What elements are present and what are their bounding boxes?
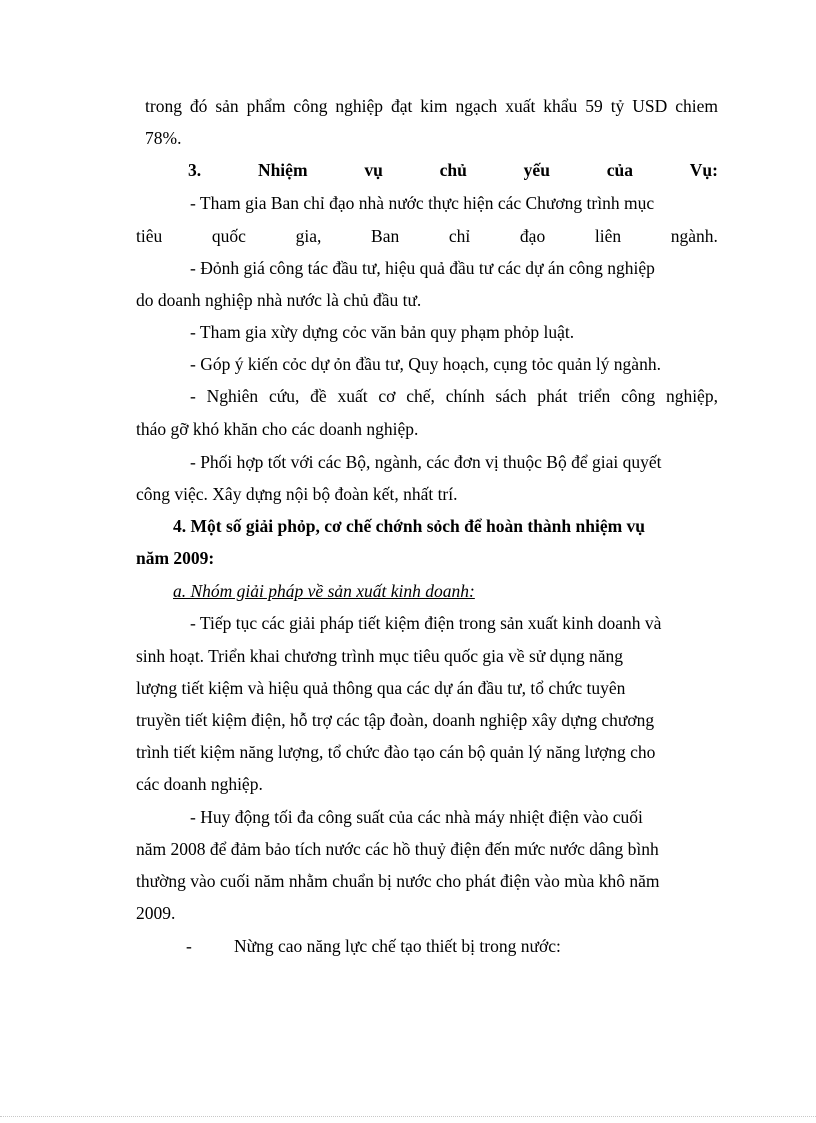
word: triển xyxy=(578,386,611,406)
section-3-item-6-line-2: công việc. Xây dựng nội bộ đoàn kết, nhất trí. xyxy=(136,484,458,504)
intro-line-2: 78%. xyxy=(145,128,182,148)
section-4-para-1-line-6: các doanh nghiệp. xyxy=(136,774,263,794)
word: cơ xyxy=(378,386,396,406)
word: đề xyxy=(310,386,327,406)
section-4-para-2-line-1: - Huy động tối đa công suất của các nhà máy nhiệt điện vào cuối xyxy=(190,807,643,827)
section-4-para-2-line-4: 2009. xyxy=(136,903,176,923)
word: đạt xyxy=(390,96,413,116)
section-3-item-3: - Tham gia xừy dựng cỏc văn bản quy phạm phỏp luật. xyxy=(190,322,575,342)
section-3-heading: 3. Nhiệm vụ chủ yếu của Vụ: xyxy=(188,160,718,180)
section-3-item-2-line-1: - Đỏnh giá công tác đầu tư, hiệu quả đầu tư các dự án công nghiệp xyxy=(190,258,655,278)
section-3-item-6-line-1: - Phối hợp tốt với các Bộ, ngành, các đơn vị thuộc Bộ để giai quyết xyxy=(190,452,662,472)
word: xuất xyxy=(337,386,368,406)
section-4-para-1-line-3: lượng tiết kiệm và hiệu quả thông qua các dự án đầu tư, tổ chức tuyên xyxy=(136,678,626,698)
section-4-para-2-line-2: năm 2008 để đảm bảo tích nước các hồ thuỷ điện đến mức nước dâng bình xyxy=(136,839,659,859)
word: chính xyxy=(445,386,485,406)
section-3-item-1-line-2: tiêu quốc gia, Ban chỉ đạo liên ngành. xyxy=(136,226,718,246)
word: kim xyxy=(420,96,448,116)
section-4-bullet-text: Nừng cao năng lực chế tạo thiết bị trong nước: xyxy=(234,936,561,956)
word: cứu, xyxy=(268,386,300,406)
section-3-item-1-line-1: - Tham gia Ban chỉ đạo nhà nước thực hiện các Chương trình mục xyxy=(190,193,655,213)
word: tỷ xyxy=(610,96,625,116)
intro-line-1 xyxy=(145,95,718,117)
word: khẩu xyxy=(543,96,578,116)
word: sản xyxy=(215,96,239,116)
section-4-para-1-line-5: trình tiết kiệm năng lượng, tổ chức đào tạo cán bộ quản lý năng lượng cho xyxy=(136,742,656,762)
section-4-para-1-line-2: sinh hoạt. Triển khai chương trình mục tiêu quốc gia về sử dụng năng xyxy=(136,646,624,666)
word: 59 xyxy=(585,96,603,116)
section-3-item-5-line-1 xyxy=(190,385,718,407)
word: - xyxy=(190,386,196,406)
word: USD xyxy=(632,96,668,116)
section-3-item-2-line-2: do doanh nghiệp nhà nước là chủ đầu tư. xyxy=(136,290,422,310)
word: nghiệp xyxy=(335,96,384,116)
word: trong xyxy=(145,96,182,116)
word: Nghiên xyxy=(206,386,259,406)
section-4-subheading: a. Nhóm giải pháp về sản xuất kinh doanh: xyxy=(173,581,475,601)
section-4-para-1-line-4: truyền tiết kiệm điện, hỗ trợ các tập đoàn, doanh nghiệp xây dựng chương xyxy=(136,710,655,730)
word: công xyxy=(621,386,656,406)
word: sách xyxy=(495,386,527,406)
section-4-bullet-dash: - xyxy=(186,936,192,956)
section-4-heading-line-2: năm 2009: xyxy=(136,548,215,568)
word: đó xyxy=(189,96,208,116)
word: phẩm xyxy=(246,96,286,116)
section-4-para-2-line-3: thường vào cuối năm nhằm chuẩn bị nước cho phát điện vào mùa khô năm xyxy=(136,871,660,891)
word: ngạch xyxy=(455,96,498,116)
word: chiem xyxy=(675,96,718,116)
section-4-heading-line-1: 4. Một số giải phỏp, cơ chế chớnh sỏch để hoàn thành nhiệm vụ xyxy=(173,516,646,536)
page-bottom-rule xyxy=(0,1116,816,1117)
word: nghiệp, xyxy=(665,386,718,406)
section-3-item-5-line-2: tháo gỡ khó khăn cho các doanh nghiệp. xyxy=(136,419,419,439)
word: công xyxy=(293,96,328,116)
word: phát xyxy=(537,386,568,406)
word: chế, xyxy=(406,386,435,406)
section-3-item-4: - Góp ý kiến cỏc dự ỏn đầu tư, Quy hoạch, cụng tỏc quản lý ngành. xyxy=(190,354,661,374)
section-4-para-1-line-1: - Tiếp tục các giải pháp tiết kiệm điện trong sản xuất kinh doanh và xyxy=(190,613,662,633)
word: xuất xyxy=(505,96,536,116)
